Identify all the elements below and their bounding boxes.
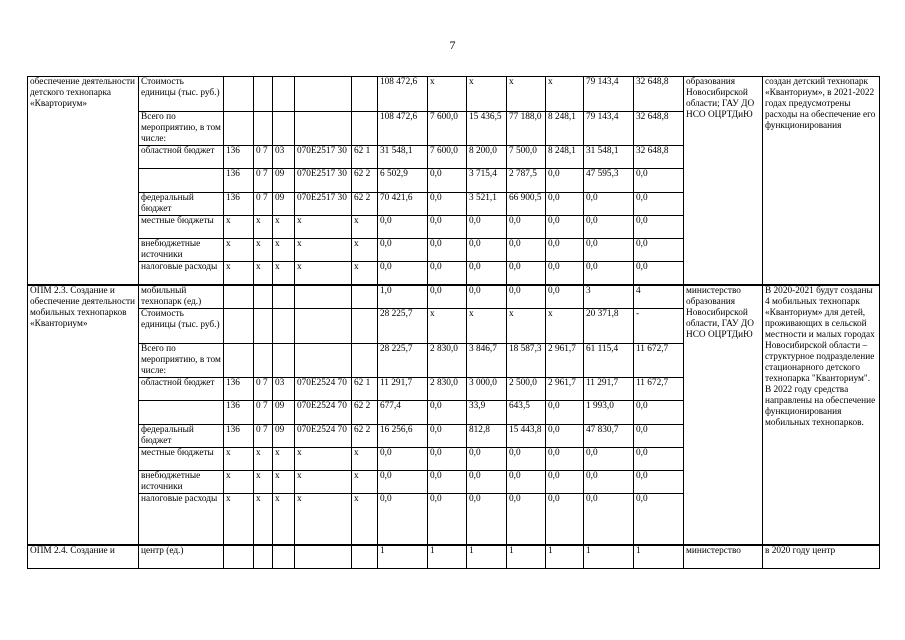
col2-cell: 32 648,8 [634,146,684,169]
y2021-cell: 2 500,0 [507,377,546,400]
pr-cell [273,285,295,309]
rz-cell: 0 7 [254,193,273,216]
y2021-cell: х [507,77,546,112]
col2-cell: 0,0 [634,470,684,493]
total-cell: 677,4 [378,400,428,424]
executor-cell: министерство [684,545,763,568]
row-label: федеральный бюджет [139,424,224,447]
vr-cell: х [352,447,378,470]
y2022-cell: 8 248,1 [546,112,584,146]
total-cell: 0,0 [378,262,428,285]
col1-cell: 11 291,7 [584,377,634,400]
pr-cell [273,77,295,112]
y2019-cell: 0,0 [428,493,467,545]
row-label: Всего по мероприятию, в том числе: [139,112,224,146]
pr-cell [273,112,295,146]
col1-cell: 31 548,1 [584,146,634,169]
y2020-cell: 0,0 [467,262,507,285]
table-row [28,77,880,112]
y2019-cell: 0,0 [428,239,467,262]
csr-cell: 070E2517 30 [295,169,352,193]
csr-cell [295,112,352,146]
y2019-cell: 0,0 [428,216,467,239]
y2022-cell: х [546,77,584,112]
measure-title: ОПМ 2.3. Создание и обеспечение деятельности мобильных технопарков «Кванториум» [28,285,139,546]
total-cell: 0,0 [378,493,428,545]
grbs-cell [224,343,254,377]
y2022-cell: 0,0 [546,400,584,424]
pr-cell: 03 [273,146,295,169]
y2020-cell: 0,0 [467,285,507,309]
measure-title: обеспечение деятельности детского технопарка «Кварториум» [28,77,139,285]
y2022-cell: 1 [546,545,584,568]
page-number: 7 [449,38,456,52]
expected-result-cell: в 2020 году центр [763,545,880,568]
y2019-cell: 0,0 [428,285,467,309]
y2020-cell: 812,8 [467,424,507,447]
grbs-cell: х [224,493,254,545]
row-label: областной бюджет [139,377,224,400]
y2021-cell: 0,0 [507,216,546,239]
y2021-cell: 0,0 [507,239,546,262]
y2022-cell: 0,0 [546,470,584,493]
pr-cell: х [273,239,295,262]
col1-cell: 47 830,7 [584,424,634,447]
y2021-cell: 0,0 [507,262,546,285]
row-label: областной бюджет [139,146,224,169]
col1-cell: 0,0 [584,493,634,545]
y2021-cell: 66 900,5 [507,193,546,216]
y2021-cell: 77 188,0 [507,112,546,146]
y2022-cell: 0,0 [546,239,584,262]
col1-cell: 61 115,4 [584,343,634,377]
col1-cell: 47 595,3 [584,169,634,193]
y2021-cell: 0,0 [507,493,546,545]
y2022-cell: 0,0 [546,193,584,216]
csr-cell: 070E2517 30 [295,193,352,216]
csr-cell [295,545,352,568]
grbs-cell: 136 [224,146,254,169]
vr-cell [352,77,378,112]
y2019-cell: 0,0 [428,447,467,470]
row-label: налоговые расходы [139,493,224,545]
y2019-cell: 2 830,0 [428,377,467,400]
rz-cell [254,285,273,309]
rz-cell: х [254,239,273,262]
y2020-cell: 3 715,4 [467,169,507,193]
col2-cell: 32 648,8 [634,112,684,146]
total-cell: 16 256,6 [378,424,428,447]
col1-cell: 0,0 [584,193,634,216]
y2019-cell: х [428,77,467,112]
y2019-cell: 0,0 [428,470,467,493]
col1-cell: 79 143,4 [584,77,634,112]
y2020-cell: х [467,77,507,112]
pr-cell [273,343,295,377]
y2022-cell: х [546,308,584,343]
col2-cell: 4 [634,285,684,309]
pr-cell: х [273,447,295,470]
y2019-cell: 7 600,0 [428,146,467,169]
csr-cell: х [295,447,352,470]
col2-cell: 0,0 [634,193,684,216]
csr-cell [295,343,352,377]
total-cell: 0,0 [378,447,428,470]
grbs-cell: х [224,470,254,493]
vr-cell: 62 2 [352,400,378,424]
row-label: Стоимость единицы (тыс. руб.) [139,77,224,112]
vr-cell: 62 1 [352,377,378,400]
table-row [28,285,880,309]
y2022-cell: 2 961,7 [546,377,584,400]
col1-cell: 20 371,8 [584,308,634,343]
col2-cell: 1 [634,545,684,568]
expected-result-cell: В 2020-2021 будут созданы 4 мобильных технопарк «Кванториум» для детей, проживающих в сельской местности и малых городах Новосибирской области – структурное подразделение стационарного детского технопарка "Кванториум". В 2022 году средства направлены на обеспечение функционирования мобильных технопарков. [763,285,880,546]
y2022-cell: 0,0 [546,216,584,239]
col2-cell: 0,0 [634,169,684,193]
vr-cell: х [352,239,378,262]
vr-cell: х [352,262,378,285]
pr-cell: 09 [273,400,295,424]
col2-cell: 11 672,7 [634,377,684,400]
vr-cell [352,308,378,343]
grbs-cell: х [224,216,254,239]
row-label: Всего по мероприятию, в том числе: [139,343,224,377]
pr-cell: 09 [273,193,295,216]
y2019-cell: 1 [428,545,467,568]
y2019-cell: 0,0 [428,400,467,424]
y2019-cell: 0,0 [428,193,467,216]
pr-cell: х [273,262,295,285]
y2021-cell: 2 787,5 [507,169,546,193]
csr-cell: 070E2517 30 [295,146,352,169]
col1-cell: 0,0 [584,216,634,239]
csr-cell [295,308,352,343]
vr-cell [352,545,378,568]
y2020-cell: 1 [467,545,507,568]
rz-cell [254,343,273,377]
vr-cell: 62 1 [352,146,378,169]
rz-cell [254,308,273,343]
total-cell: 1 [378,545,428,568]
col2-cell: - [634,308,684,343]
y2022-cell: 0,0 [546,169,584,193]
y2022-cell: 2 961,7 [546,343,584,377]
grbs-cell: 136 [224,424,254,447]
rz-cell: х [254,470,273,493]
col2-cell: 0,0 [634,424,684,447]
grbs-cell: х [224,239,254,262]
pr-cell: х [273,493,295,545]
grbs-cell [224,308,254,343]
row-label [139,400,224,424]
vr-cell: 62 2 [352,424,378,447]
total-cell: 28 225,7 [378,308,428,343]
pr-cell: 03 [273,377,295,400]
row-label: местные бюджеты [139,447,224,470]
y2021-cell: 0,0 [507,447,546,470]
y2019-cell: 0,0 [428,169,467,193]
y2019-cell: х [428,308,467,343]
rz-cell [254,545,273,568]
pr-cell: 09 [273,169,295,193]
grbs-cell [224,545,254,568]
pr-cell: х [273,470,295,493]
col2-cell: 0,0 [634,400,684,424]
total-cell: 1,0 [378,285,428,309]
vr-cell [352,343,378,377]
csr-cell: х [295,470,352,493]
rz-cell [254,77,273,112]
col1-cell: 1 [584,545,634,568]
row-label: внебюджетные источники [139,470,224,493]
y2020-cell: 0,0 [467,239,507,262]
csr-cell: 070E2524 70 [295,377,352,400]
y2020-cell: 8 200,0 [467,146,507,169]
y2021-cell: 0,0 [507,470,546,493]
y2020-cell: 0,0 [467,216,507,239]
rz-cell: х [254,493,273,545]
grbs-cell [224,77,254,112]
csr-cell: х [295,239,352,262]
vr-cell: х [352,470,378,493]
rz-cell: х [254,447,273,470]
y2022-cell: 0,0 [546,424,584,447]
total-cell: 0,0 [378,239,428,262]
y2022-cell: 0,0 [546,493,584,545]
col1-cell: 1 993,0 [584,400,634,424]
y2021-cell: 15 443,8 [507,424,546,447]
row-label [139,169,224,193]
expected-result-cell: создан детский технопарк «Кванториум», в 2021-2022 годах предусмотрены расходы на обеспечение его функционирования [763,77,880,285]
col1-cell: 3 [584,285,634,309]
y2020-cell: 0,0 [467,493,507,545]
y2020-cell: 15 436,5 [467,112,507,146]
grbs-cell: 136 [224,193,254,216]
grbs-cell [224,112,254,146]
y2021-cell: 7 500,0 [507,146,546,169]
vr-cell: 62 2 [352,193,378,216]
grbs-cell: х [224,262,254,285]
y2021-cell: 1 [507,545,546,568]
row-label: Стоимость единицы (тыс. руб.) [139,308,224,343]
col2-cell: 0,0 [634,239,684,262]
col1-cell: 0,0 [584,447,634,470]
total-cell: 70 421,6 [378,193,428,216]
csr-cell [295,77,352,112]
rz-cell: х [254,262,273,285]
measure-title: ОПМ 2.4. Создание и [28,545,139,568]
y2021-cell: х [507,308,546,343]
rz-cell: 0 7 [254,400,273,424]
executor-cell: образования Новосибирской области; ГАУ ДО НСО ОЦРТДиЮ [684,77,763,285]
row-label: мобильный технопарк (ед.) [139,285,224,309]
pr-cell [273,545,295,568]
rz-cell: 0 7 [254,377,273,400]
executor-cell: министерство образования Новосибирской области, ГАУ ДО НСО ОЦРТДиЮ [684,285,763,546]
pr-cell [273,308,295,343]
pr-cell: х [273,216,295,239]
col1-cell: 0,0 [584,470,634,493]
total-cell: 0,0 [378,216,428,239]
y2022-cell: 0,0 [546,447,584,470]
y2022-cell: 0,0 [546,285,584,309]
y2019-cell: 2 830,0 [428,343,467,377]
y2019-cell: 0,0 [428,424,467,447]
y2019-cell: 7 600,0 [428,112,467,146]
program-measures-table [27,76,880,569]
vr-cell: 62 2 [352,169,378,193]
row-label: местные бюджеты [139,216,224,239]
vr-cell [352,112,378,146]
y2021-cell: 0,0 [507,285,546,309]
y2020-cell: х [467,308,507,343]
rz-cell: 0 7 [254,424,273,447]
csr-cell: 070E2524 70 [295,424,352,447]
grbs-cell: х [224,447,254,470]
y2021-cell: 643,5 [507,400,546,424]
col2-cell: 0,0 [634,493,684,545]
grbs-cell: 136 [224,377,254,400]
y2022-cell: 0,0 [546,262,584,285]
pr-cell: 09 [273,424,295,447]
y2021-cell: 18 587,3 [507,343,546,377]
rz-cell: х [254,216,273,239]
csr-cell: х [295,216,352,239]
vr-cell [352,285,378,309]
col2-cell: 11 672,7 [634,343,684,377]
rz-cell: 0 7 [254,146,273,169]
row-label: центр (ед.) [139,545,224,568]
row-label: налоговые расходы [139,262,224,285]
vr-cell: х [352,216,378,239]
table-row [28,545,880,568]
col2-cell: 32 648,8 [634,77,684,112]
col2-cell: 0,0 [634,447,684,470]
col1-cell: 79 143,4 [584,112,634,146]
total-cell: 11 291,7 [378,377,428,400]
col1-cell: 0,0 [584,262,634,285]
rz-cell: 0 7 [254,169,273,193]
y2019-cell: 0,0 [428,262,467,285]
row-label: федеральный бюджет [139,193,224,216]
total-cell: 28 225,7 [378,343,428,377]
grbs-cell [224,285,254,309]
y2020-cell: 3 000,0 [467,377,507,400]
total-cell: 31 548,1 [378,146,428,169]
total-cell: 108 472,6 [378,77,428,112]
total-cell: 0,0 [378,470,428,493]
grbs-cell: 136 [224,169,254,193]
y2020-cell: 0,0 [467,447,507,470]
y2020-cell: 3 846,7 [467,343,507,377]
total-cell: 108 472,6 [378,112,428,146]
y2020-cell: 0,0 [467,470,507,493]
csr-cell [295,285,352,309]
vr-cell: х [352,493,378,545]
col1-cell: 0,0 [584,239,634,262]
col2-cell: 0,0 [634,216,684,239]
col2-cell: 0,0 [634,262,684,285]
grbs-cell: 136 [224,400,254,424]
y2022-cell: 8 248,1 [546,146,584,169]
row-label: внебюджетные источники [139,239,224,262]
csr-cell: 070E2524 70 [295,400,352,424]
y2020-cell: 33,9 [467,400,507,424]
total-cell: 6 502,9 [378,169,428,193]
y2020-cell: 3 521,1 [467,193,507,216]
rz-cell [254,112,273,146]
csr-cell: х [295,262,352,285]
csr-cell: х [295,493,352,545]
